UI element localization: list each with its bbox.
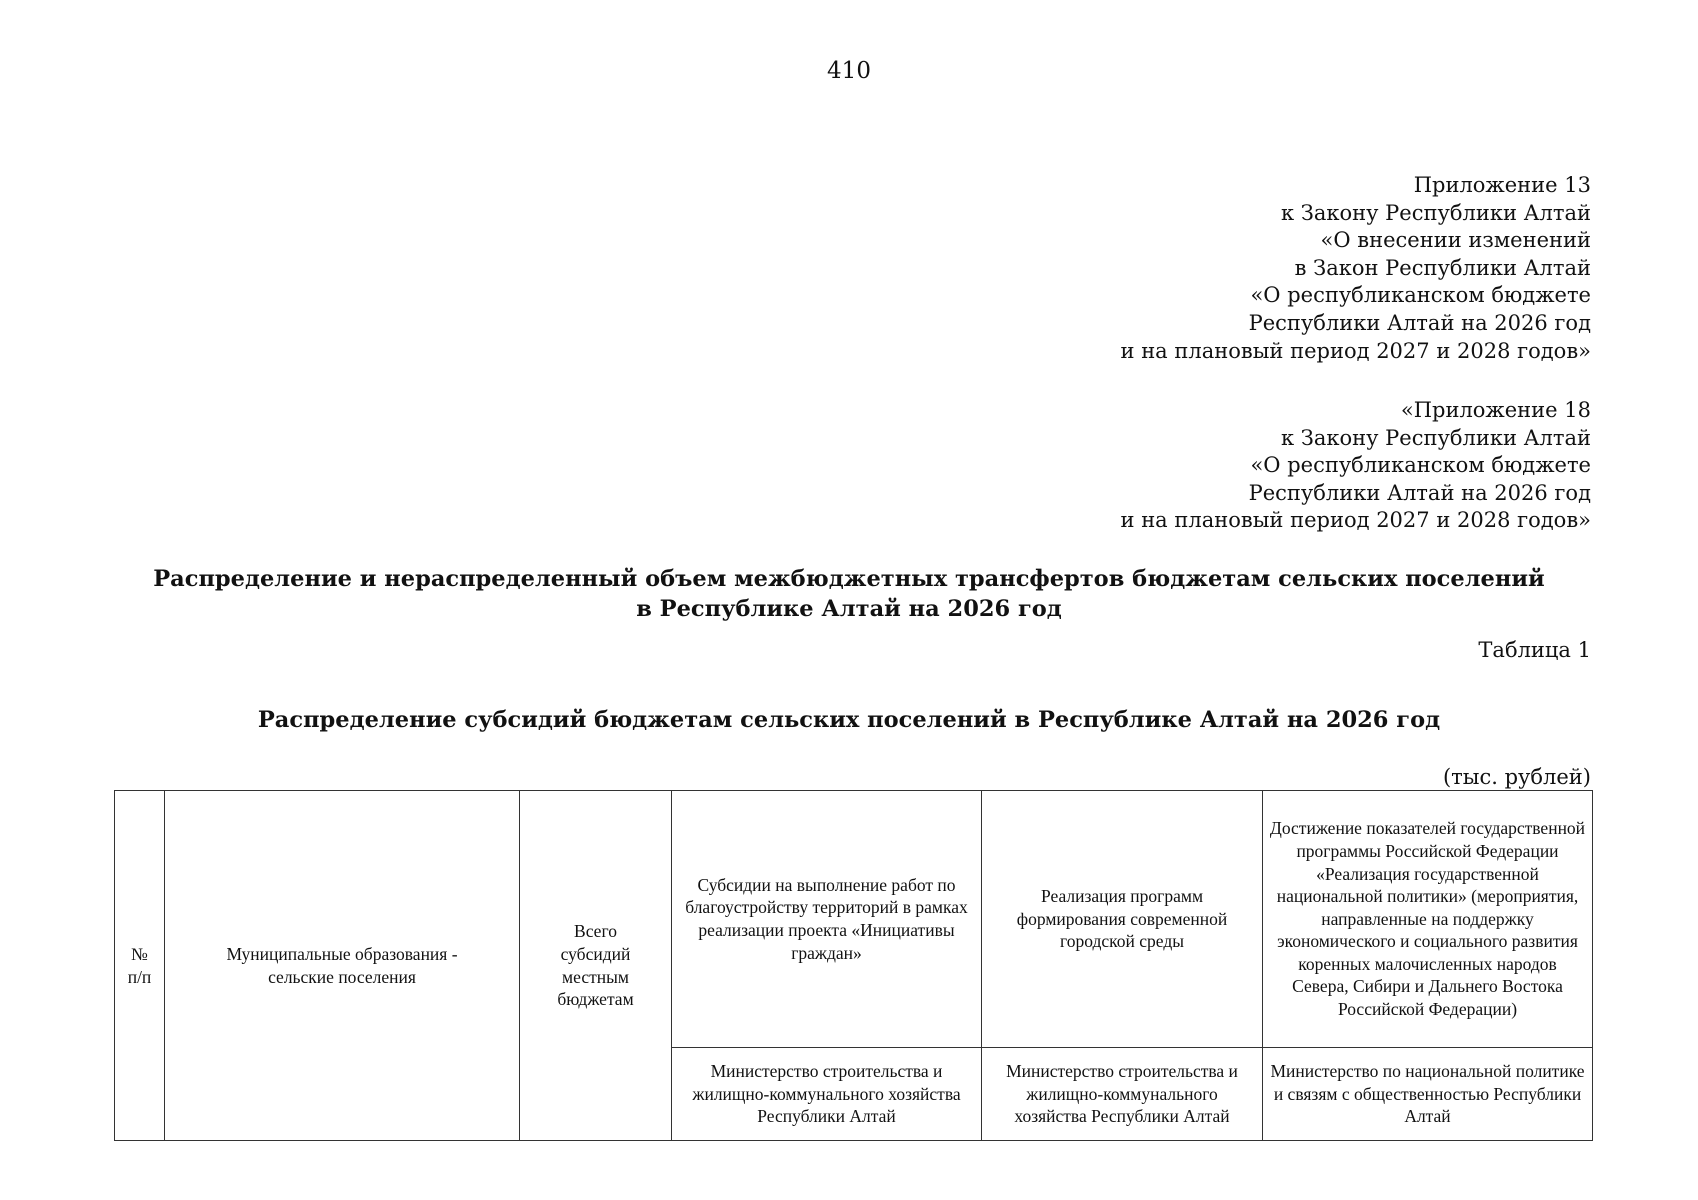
appendix-13-line: и на плановый период 2027 и 2028 годов» (1120, 338, 1591, 363)
appendix-13-line: в Закон Республики Алтай (1294, 255, 1591, 280)
header-urban-environment-text: Реализация программ формирования современной городской среды (1016, 886, 1228, 952)
appendix-13-block (1121, 172, 1591, 365)
appendix-18-line: «О республиканском бюджете (1250, 453, 1591, 478)
table-title: Распределение субсидий бюджетам сельских поселений в Республике Алтай на 2026 год (257, 707, 1441, 733)
document-title-line-1: Распределение и нераспределенный объем межбюджетных трансфертов бюджетам сельских поселений (153, 566, 1545, 592)
appendix-13-line: «О республиканском бюджете (1250, 283, 1591, 308)
header-national-policy-text: Достижение показателей государственной программы Российской Федерации «Реализация государственной национальной политики» (мероприятия, направленные на поддержку экономического и социального развития коренных малочисленных народов Севера, Сибири и Дальнего Востока Российской Федерации) (1269, 818, 1586, 1020)
administrator-national-policy-text: Министерство по национальной политике и связям с общественностью Республики Алтай (1270, 1061, 1585, 1127)
appendix-13-line: Республики Алтай на 2026 год (1248, 310, 1591, 335)
appendix-18-line: Республики Алтай на 2026 год (1248, 480, 1591, 505)
table-header-row (115, 791, 1593, 1048)
subsidies-table (114, 790, 1593, 1141)
appendix-13-line: Приложение 13 (1413, 173, 1591, 197)
administrator-initiatives-text: Министерство строительства и жилищно-коммунального хозяйства Республики Алтай (692, 1061, 961, 1127)
header-number-text: № п/п (127, 943, 152, 987)
header-number (115, 791, 165, 1141)
document-title (0, 564, 1698, 624)
table-label: Таблица 1 (1478, 638, 1591, 662)
administrator-urban-environment (982, 1048, 1263, 1141)
document-title-line-2: в Республике Алтай на 2026 год (636, 596, 1062, 622)
header-initiatives (672, 791, 982, 1048)
administrator-urban-environment-text: Министерство строительства и жилищно-коммунального хозяйства Республики Алтай (1006, 1061, 1238, 1127)
appendix-18-block (1121, 397, 1591, 535)
header-initiatives-text: Субсидии на выполнение работ по благоустройству территорий в рамках реализации проекта «Инициативы граждан» (685, 874, 968, 963)
header-municipality (165, 791, 520, 1141)
appendix-18-line: к Закону Республики Алтай (1280, 425, 1591, 450)
administrator-national-policy (1263, 1048, 1593, 1141)
appendix-13-line: «О внесении изменений (1320, 228, 1591, 253)
appendix-18-line: «Приложение 18 (1400, 398, 1591, 422)
header-municipality-text: Муниципальные образования - сельские поселения (226, 943, 458, 987)
header-total-text: Всего субсидий местным бюджетам (557, 921, 634, 1010)
units-label: (тыс. рублей) (1442, 765, 1591, 789)
appendix-18-line: и на плановый период 2027 и 2028 годов» (1120, 508, 1591, 533)
header-urban-environment (982, 791, 1263, 1048)
header-national-policy (1263, 791, 1593, 1048)
administrator-initiatives (672, 1048, 982, 1141)
header-total (520, 791, 672, 1141)
page-number: 410 (827, 58, 871, 84)
appendix-13-line: к Закону Республики Алтай (1280, 200, 1591, 225)
